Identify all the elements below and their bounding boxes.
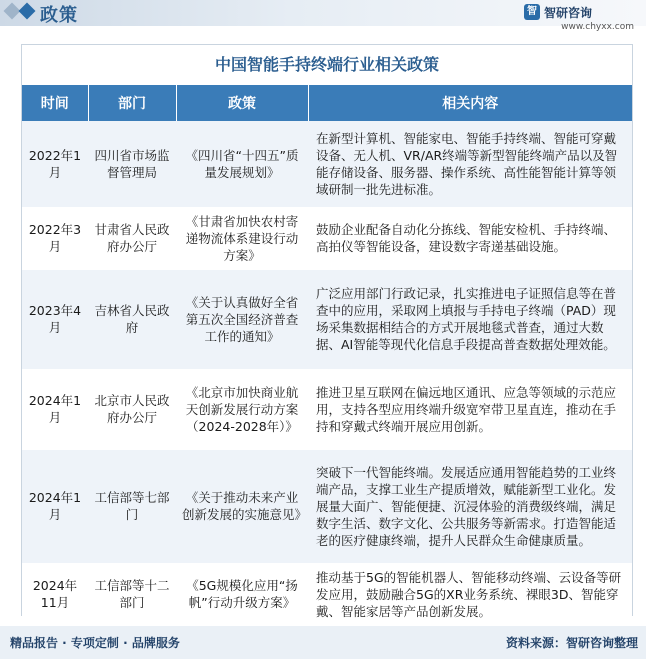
cell-time: 2022年3月 [22,207,88,269]
table-header-row [22,85,632,121]
cell-dept: 吉林省人民政府 [88,269,176,369]
cell-time: 2024年1月 [22,369,88,449]
cell-dept: 工信部等十二部门 [88,563,176,625]
cell-time: 2022年1月 [22,121,88,207]
footer-services: 精品报告 · 专项定制 · 品牌服务 [10,636,180,650]
cell-content: 在新型计算机、智能家电、智能手持终端、智能可穿戴设备、无人机、VR/AR终端等新型智能终端产品以及智能存储设备、服务器、操作系统、高性能智能计算等领域研制一批先进标准。 [308,121,632,207]
brand-name: 智研咨询 [544,6,593,20]
diamond-decoration-icon [19,3,36,20]
cell-content: 推进卫星互联网在偏远地区通讯、应急等领域的示范应用，支持各型应用终端升级宽窄带卫星直连，推动在手持和穿戴式终端开展应用创新。 [308,369,632,449]
header-dept: 部门 [88,85,176,121]
brand [524,2,634,32]
footer [0,626,646,659]
table-row [22,121,632,207]
table-row [22,207,632,269]
cell-content: 突破下一代智能终端。发展适应通用智能趋势的工业终端产品，支撑工业生产提质增效，赋能新型工业化。发展量大面广、智能便捷、沉浸体验的消费级终端，满足数字生活、数字文化、公共服务等新需求。打造智能适老的医疗健康终端，提升人民群众生命健康质量。 [308,449,632,563]
cell-policy: 《关于认真做好全省第五次全国经济普查工作的通知》 [176,269,308,369]
cell-policy: 《关于推动未来产业创新发展的实施意见》 [176,449,308,563]
table-row [22,449,632,563]
header-policy: 政策 [176,85,308,121]
header-content: 相关内容 [308,85,632,121]
cell-content: 广泛应用部门行政记录，扎实推进电子证照信息等在普查中的应用，采取网上填报与手持电子终端（PAD）现场采集数据相结合的方式开展地毯式普查，通过大数据、AI智能等现代化信息手段提高普查数据处理效能。 [308,269,632,369]
footer-source: 资料来源：智研咨询整理 [505,636,638,650]
cell-time: 2024年1月 [22,449,88,563]
cell-content: 推动基于5G的智能机器人、智能移动终端、云设备等研发应用，鼓励融合5G的XR业务系统、裸眼3D、智能穿戴、智能家居等产品创新发展。 [308,563,632,625]
table-row [22,369,632,449]
cell-dept: 工信部等七部门 [88,449,176,563]
cell-policy: 《甘肃省加快农村寄递物流体系建设行动方案》 [176,207,308,269]
cell-content: 鼓励企业配备自动化分拣线、智能安检机、手持终端、高拍仪等智能设备，建设数字寄递基础设施。 [308,207,632,269]
table-row [22,563,632,625]
cell-policy: 《四川省“十四五”质量发展规划》 [176,121,308,207]
cell-dept: 甘肃省人民政府办公厅 [88,207,176,269]
policy-table-card [21,44,633,619]
cell-policy: 《北京市加快商业航天创新发展行动方案（2024-2028年）》 [176,369,308,449]
section-title: 政策 [40,5,78,26]
cell-time: 2023年4月 [22,269,88,369]
header-time: 时间 [22,85,88,121]
cell-dept: 北京市人民政府办公厅 [88,369,176,449]
brand-url: www.chyxx.com [561,22,634,32]
cell-time: 2024年11月 [22,563,88,625]
table-title: 中国智能手持终端行业相关政策 [214,55,439,74]
brand-logo-icon: 智 [524,4,540,20]
policy-table [22,85,632,626]
cell-policy: 《5G规模化应用“扬帆”行动升级方案》 [176,563,308,625]
table-row [22,269,632,369]
cell-dept: 四川省市场监督管理局 [88,121,176,207]
